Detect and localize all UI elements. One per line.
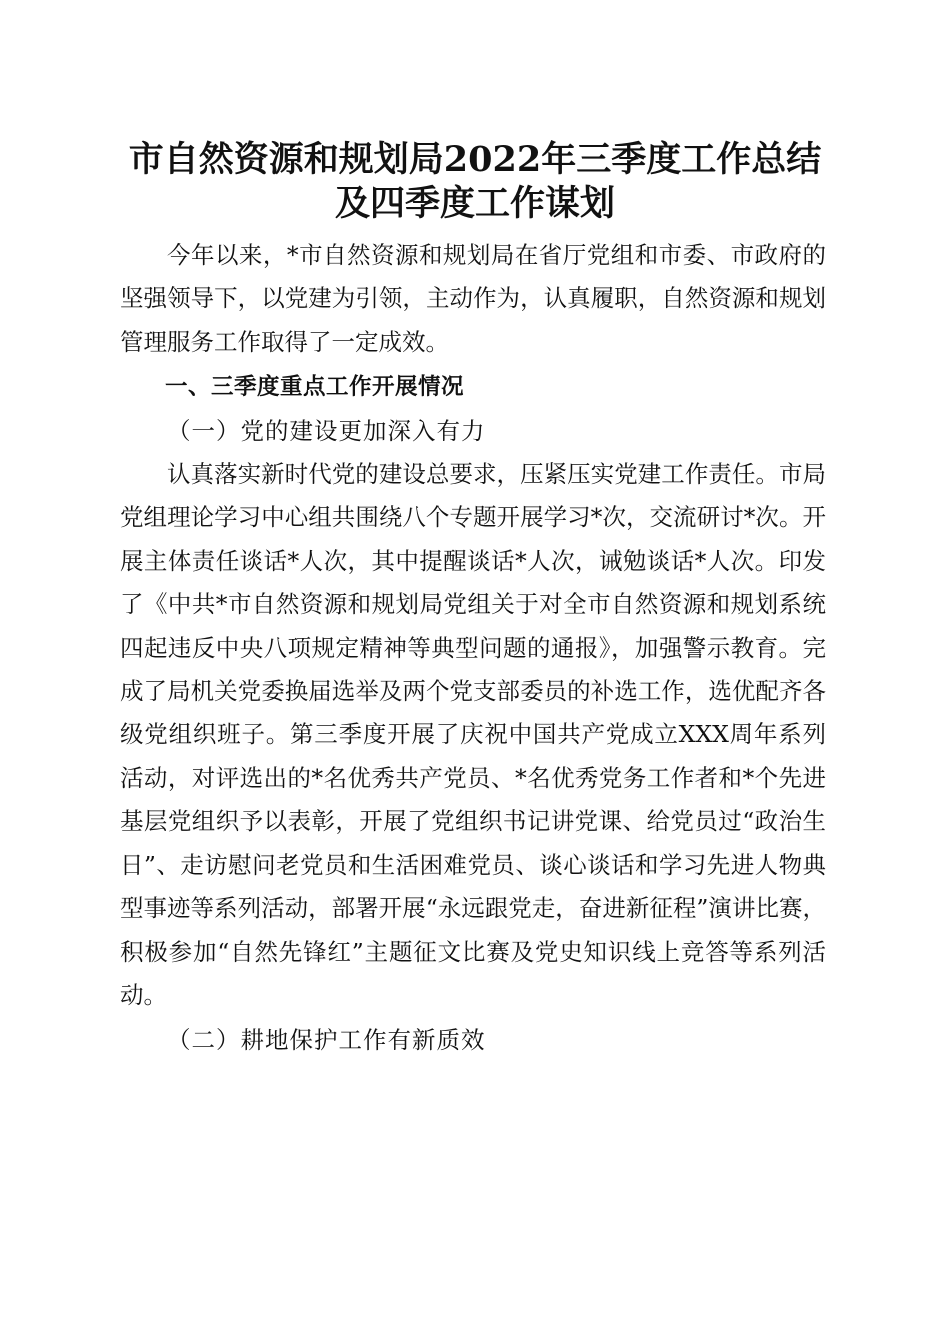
subsection-heading-1: （一）党的建设更加深入有力 xyxy=(167,416,486,445)
title-line-2: 及四季度工作谋划 xyxy=(334,183,615,224)
document-title xyxy=(110,138,840,226)
document-body xyxy=(120,234,826,1063)
subsection-heading-2: （二）耕地保护工作有新质效 xyxy=(167,1026,486,1055)
section-heading-1: 一、三季度重点工作开展情况 xyxy=(165,374,465,401)
intro-paragraph: 今年以来，*市自然资源和规划局在省厅党组和市委、市政府的坚强领导下，以党建为引领，主动作为，认真履职，自然资源和规划管理服务工作取得了一定成效。 xyxy=(120,241,826,356)
title-line-1: 市自然资源和规划局2022年三季度工作总结 xyxy=(128,139,822,180)
subsection-1-paragraph: 认真落实新时代党的建设总要求，压紧压实党建工作责任。市局党组理论学习中心组共围绕八个专题开展学习*次，交流研讨*次。开展主体责任谈话*人次，其中提醒谈话*人次，诫勉谈话*人次。印发了《中共*市自然资源和规划局党组关于对全市自然资源和规划系统四起违反中央八项规定精神等典型问题的通报》，加强警示教育。完成了局机关党委换届选举及两个党支部委员的补选工作，选优配齐各级党组织班子。第三季度开展了庆祝中国共产党成立XXX周年系列活动，对评选出的*名优秀共产党员、*名优秀党务工作者和*个先进基层党组织予以表彰，开展了党组织书记讲党课、给党员过“政治生日”、走访慰问老党员和生活困难党员、谈心谈话和学习先进人物典型事迹等系列活动，部署开展“永远跟党走，奋进新征程”演讲比赛，积极参加“自然先锋红”主题征文比赛及党史知识线上竞答等系列活动。 xyxy=(120,460,826,1009)
